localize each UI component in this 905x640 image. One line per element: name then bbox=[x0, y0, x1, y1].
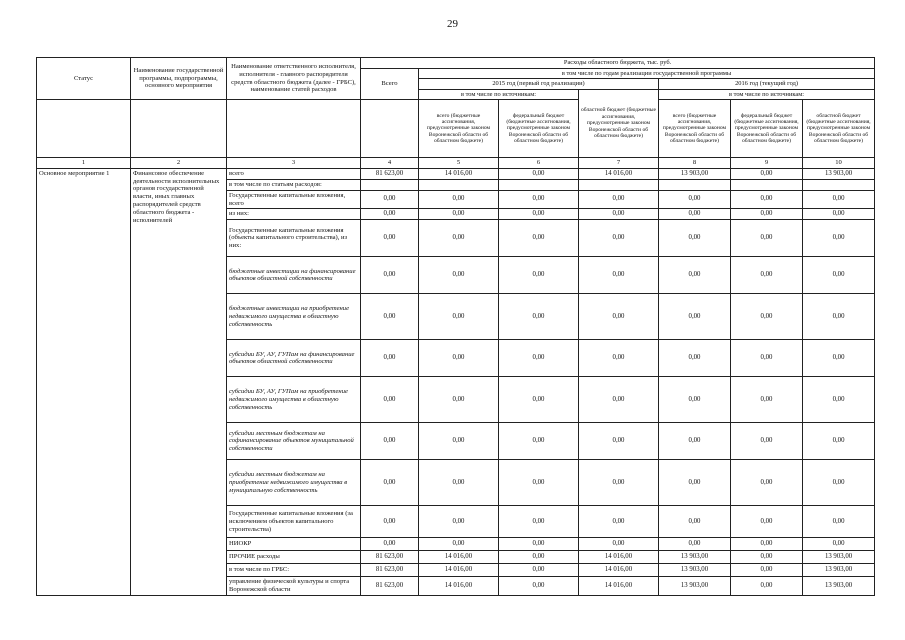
value-cell: 0,00 bbox=[419, 506, 499, 538]
value-cell: 0,00 bbox=[803, 220, 875, 257]
value-cell: 0,00 bbox=[803, 209, 875, 220]
value-cell: 0,00 bbox=[499, 538, 579, 551]
col-number: 6 bbox=[499, 158, 579, 169]
value-cell: 0,00 bbox=[579, 190, 659, 209]
value-cell: 0,00 bbox=[659, 190, 731, 209]
value-cell: 0,00 bbox=[361, 220, 419, 257]
row-label: бюджетные инвестиции на финансирование объектов областной собственности bbox=[227, 257, 361, 294]
header-sources-2016: в том числе по источникам: bbox=[659, 89, 875, 100]
value-cell: 0,00 bbox=[803, 257, 875, 294]
col-number: 3 bbox=[227, 158, 361, 169]
value-cell: 0,00 bbox=[731, 340, 803, 377]
value-cell: 0,00 bbox=[579, 220, 659, 257]
header-executor: Наименование ответственного исполнителя, исполнителя - главного распорядителя средств областного бюджета (далее - ГРБС), наименование статей расходов bbox=[227, 58, 361, 100]
col-number: 5 bbox=[419, 158, 499, 169]
row-label: ПРОЧИЕ расходы bbox=[227, 551, 361, 564]
value-cell: 13 903,00 bbox=[659, 564, 731, 577]
header-subtotal-2015: всего (бюджетные ассигнования, предусмотренные законом Воронежской области об областном бюджете) bbox=[419, 100, 499, 158]
row-label: Государственные капитальные вложения, всего bbox=[227, 190, 361, 209]
value-cell: 0,00 bbox=[731, 377, 803, 423]
value-cell: 0,00 bbox=[419, 377, 499, 423]
value-cell: 0,00 bbox=[731, 551, 803, 564]
header-program: Наименование государственной программы, подпрограммы, основного мероприятия bbox=[131, 58, 227, 100]
value-cell bbox=[579, 179, 659, 190]
header-year-2015: 2015 год (первый год реализации) bbox=[419, 79, 659, 90]
row-label: в том числе по статьям расходов: bbox=[227, 179, 361, 190]
value-cell bbox=[803, 179, 875, 190]
value-cell: 0,00 bbox=[659, 377, 731, 423]
value-cell: 0,00 bbox=[659, 294, 731, 340]
value-cell: 0,00 bbox=[579, 538, 659, 551]
value-cell bbox=[419, 179, 499, 190]
value-cell: 0,00 bbox=[499, 168, 579, 179]
value-cell: 0,00 bbox=[499, 506, 579, 538]
value-cell: 14 016,00 bbox=[419, 168, 499, 179]
value-cell: 0,00 bbox=[419, 220, 499, 257]
value-cell: 0,00 bbox=[419, 460, 499, 506]
value-cell: 0,00 bbox=[659, 257, 731, 294]
value-cell: 13 903,00 bbox=[659, 551, 731, 564]
value-cell: 0,00 bbox=[731, 168, 803, 179]
value-cell: 14 016,00 bbox=[419, 551, 499, 564]
row-label: в том числе по ГРБС: bbox=[227, 564, 361, 577]
value-cell: 0,00 bbox=[659, 538, 731, 551]
header-status-cont bbox=[37, 100, 131, 158]
value-cell: 0,00 bbox=[659, 220, 731, 257]
row-label: субсидии БУ, АУ, ГУПам на приобретение недвижимого имущества в областную собственность bbox=[227, 377, 361, 423]
row-label: субсидии местным бюджетам на приобретение недвижимого имущества в муниципальную собственность bbox=[227, 460, 361, 506]
value-cell: 0,00 bbox=[803, 506, 875, 538]
value-cell: 0,00 bbox=[361, 257, 419, 294]
value-cell: 0,00 bbox=[659, 460, 731, 506]
value-cell: 0,00 bbox=[579, 506, 659, 538]
col-number: 9 bbox=[731, 158, 803, 169]
value-cell: 0,00 bbox=[579, 377, 659, 423]
row-label: Государственные капитальные вложения (за исключением объектов капитального строительства) bbox=[227, 506, 361, 538]
value-cell: 0,00 bbox=[803, 340, 875, 377]
value-cell bbox=[499, 179, 579, 190]
value-cell: 81 623,00 bbox=[361, 551, 419, 564]
value-cell: 0,00 bbox=[361, 506, 419, 538]
header-regional-2016: областной бюджет (бюджетные ассигнования, предусмотренные законом Воронежской области об областном бюджете) bbox=[803, 100, 875, 158]
row-label: Государственные капитальные вложения (объекты капитального строительства), из них: bbox=[227, 220, 361, 257]
value-cell: 13 903,00 bbox=[659, 577, 731, 596]
value-cell: 0,00 bbox=[731, 294, 803, 340]
row-label: из них: bbox=[227, 209, 361, 220]
value-cell: 0,00 bbox=[731, 423, 803, 460]
value-cell: 0,00 bbox=[731, 190, 803, 209]
header-expenses: Расходы областного бюджета, тыс. руб. bbox=[361, 58, 875, 69]
value-cell: 0,00 bbox=[499, 423, 579, 460]
value-cell: 0,00 bbox=[731, 220, 803, 257]
value-cell: 0,00 bbox=[579, 209, 659, 220]
col-number: 8 bbox=[659, 158, 731, 169]
header-federal-2015: федеральный бюджет (бюджетные ассигнования, предусмотренные законом Воронежской области об областном бюджете) bbox=[499, 100, 579, 158]
status-cell: Основное мероприятие 1 bbox=[37, 168, 131, 595]
value-cell: 0,00 bbox=[803, 423, 875, 460]
value-cell: 0,00 bbox=[361, 190, 419, 209]
value-cell: 0,00 bbox=[499, 340, 579, 377]
row-label: НИОКР bbox=[227, 538, 361, 551]
value-cell: 0,00 bbox=[361, 423, 419, 460]
value-cell bbox=[659, 179, 731, 190]
value-cell: 81 623,00 bbox=[361, 168, 419, 179]
value-cell: 0,00 bbox=[731, 506, 803, 538]
value-cell: 13 903,00 bbox=[803, 577, 875, 596]
value-cell: 0,00 bbox=[499, 564, 579, 577]
value-cell: 0,00 bbox=[361, 340, 419, 377]
header-subtotal-2016: всего (бюджетные ассигнования, предусмотренные законом Воронежской области об областном бюджете) bbox=[659, 100, 731, 158]
value-cell: 0,00 bbox=[803, 190, 875, 209]
value-cell: 0,00 bbox=[579, 423, 659, 460]
value-cell: 0,00 bbox=[731, 538, 803, 551]
value-cell: 0,00 bbox=[579, 460, 659, 506]
value-cell: 14 016,00 bbox=[419, 564, 499, 577]
value-cell: 14 016,00 bbox=[579, 577, 659, 596]
value-cell: 0,00 bbox=[731, 257, 803, 294]
value-cell: 0,00 bbox=[499, 577, 579, 596]
value-cell: 0,00 bbox=[361, 209, 419, 220]
value-cell: 0,00 bbox=[499, 377, 579, 423]
row-label: всего bbox=[227, 168, 361, 179]
value-cell: 0,00 bbox=[419, 209, 499, 220]
col-number: 1 bbox=[37, 158, 131, 169]
value-cell: 0,00 bbox=[659, 209, 731, 220]
value-cell: 13 903,00 bbox=[803, 168, 875, 179]
value-cell: 0,00 bbox=[803, 460, 875, 506]
value-cell: 0,00 bbox=[499, 220, 579, 257]
col-number: 2 bbox=[131, 158, 227, 169]
value-cell: 0,00 bbox=[499, 460, 579, 506]
value-cell: 0,00 bbox=[731, 564, 803, 577]
row-label: бюджетные инвестиции на приобретение недвижимого имущества в областную собственность bbox=[227, 294, 361, 340]
value-cell: 0,00 bbox=[803, 538, 875, 551]
value-cell: 14 016,00 bbox=[419, 577, 499, 596]
value-cell: 0,00 bbox=[361, 538, 419, 551]
value-cell bbox=[361, 179, 419, 190]
value-cell: 0,00 bbox=[361, 294, 419, 340]
col-number: 10 bbox=[803, 158, 875, 169]
value-cell: 0,00 bbox=[579, 257, 659, 294]
value-cell: 13 903,00 bbox=[803, 564, 875, 577]
value-cell: 14 016,00 bbox=[579, 168, 659, 179]
row-label: управление физической культуры и спорта Воронежской области bbox=[227, 577, 361, 596]
value-cell: 0,00 bbox=[419, 190, 499, 209]
value-cell: 0,00 bbox=[499, 190, 579, 209]
col-number: 7 bbox=[579, 158, 659, 169]
value-cell: 0,00 bbox=[579, 340, 659, 377]
value-cell: 0,00 bbox=[803, 294, 875, 340]
value-cell: 0,00 bbox=[419, 294, 499, 340]
value-cell: 0,00 bbox=[499, 294, 579, 340]
value-cell: 0,00 bbox=[731, 577, 803, 596]
value-cell: 81 623,00 bbox=[361, 564, 419, 577]
expenses-table bbox=[36, 57, 875, 596]
value-cell: 0,00 bbox=[803, 377, 875, 423]
value-cell: 81 623,00 bbox=[361, 577, 419, 596]
value-cell: 0,00 bbox=[659, 423, 731, 460]
value-cell: 0,00 bbox=[579, 294, 659, 340]
header-total-cont bbox=[361, 100, 419, 158]
value-cell: 0,00 bbox=[731, 460, 803, 506]
value-cell: 0,00 bbox=[659, 506, 731, 538]
value-cell: 0,00 bbox=[499, 257, 579, 294]
value-cell: 0,00 bbox=[731, 209, 803, 220]
header-regional-2015: областной бюджет (бюджетные ассигнования, предусмотренные законом Воронежской области об областном бюджете) bbox=[579, 89, 659, 158]
header-sources-2015: в том числе по источникам: bbox=[419, 89, 579, 100]
value-cell: 0,00 bbox=[361, 377, 419, 423]
value-cell: 0,00 bbox=[361, 460, 419, 506]
page-number: 29 bbox=[447, 18, 458, 30]
value-cell: 14 016,00 bbox=[579, 551, 659, 564]
table-row bbox=[37, 168, 875, 179]
header-total: Всего bbox=[361, 68, 419, 100]
value-cell: 0,00 bbox=[419, 423, 499, 460]
header-executor-cont bbox=[227, 100, 361, 158]
value-cell: 0,00 bbox=[419, 257, 499, 294]
value-cell: 13 903,00 bbox=[659, 168, 731, 179]
row-label: субсидии местным бюджетам на софинансирование объектов муниципальной собственности bbox=[227, 423, 361, 460]
value-cell: 0,00 bbox=[659, 340, 731, 377]
header-status: Статус bbox=[37, 58, 131, 100]
header-federal-2016: федеральный бюджет (бюджетные ассигнования, предусмотренные законом Воронежской области об областном бюджете) bbox=[731, 100, 803, 158]
value-cell bbox=[731, 179, 803, 190]
row-label: субсидии БУ, АУ, ГУПам на финансирование объектов областной собственности bbox=[227, 340, 361, 377]
header-program-cont bbox=[131, 100, 227, 158]
col-number: 4 bbox=[361, 158, 419, 169]
value-cell: 0,00 bbox=[499, 551, 579, 564]
value-cell: 0,00 bbox=[499, 209, 579, 220]
program-cell: Финансовое обеспечение деятельности исполнительных органов государственной власти, иных главных распорядителей средств областного бюджета - исполнителей bbox=[131, 168, 227, 595]
header-by-years: в том числе по годам реализации государственной программы bbox=[419, 68, 875, 79]
value-cell: 0,00 bbox=[419, 538, 499, 551]
header-year-2016: 2016 год (текущий год) bbox=[659, 79, 875, 90]
value-cell: 14 016,00 bbox=[579, 564, 659, 577]
value-cell: 13 903,00 bbox=[803, 551, 875, 564]
value-cell: 0,00 bbox=[419, 340, 499, 377]
